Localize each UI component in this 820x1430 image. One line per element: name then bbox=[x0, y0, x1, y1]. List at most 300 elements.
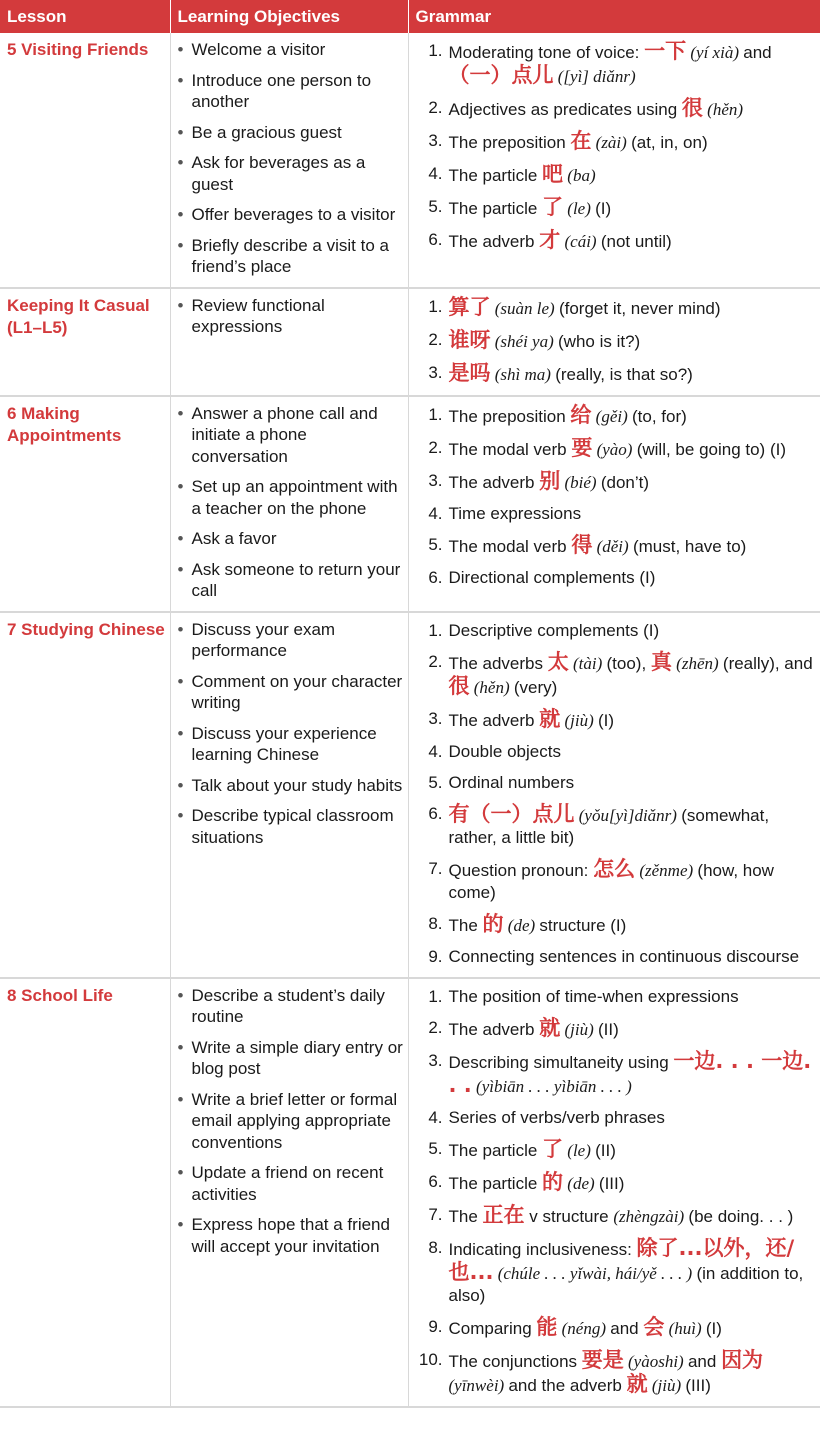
objective-text: Offer beverages to a visitor bbox=[191, 205, 396, 224]
pinyin: (yǒu[yì]diǎnr) bbox=[574, 805, 682, 825]
table-row bbox=[0, 612, 820, 978]
objective-text: Review functional expressions bbox=[191, 295, 325, 336]
pinyin: (jiù) bbox=[560, 1019, 599, 1039]
grammar-number: 5. bbox=[428, 1138, 443, 1158]
grammar-text bbox=[449, 741, 817, 763]
grammar-number: 2. bbox=[428, 651, 443, 671]
grammar-label: and the adverb bbox=[508, 1375, 627, 1395]
header-lesson: Lesson bbox=[0, 0, 170, 33]
grammar-cell bbox=[408, 612, 820, 978]
objective-item bbox=[178, 1037, 404, 1080]
grammar-number: 9. bbox=[428, 1316, 443, 1336]
objective-text: Describe a student’s daily routine bbox=[191, 985, 385, 1026]
grammar-item bbox=[417, 1237, 817, 1307]
chinese-term: 了 bbox=[542, 195, 564, 219]
lesson-title: 8 School Life bbox=[7, 985, 113, 1005]
pinyin: (shì ma) bbox=[490, 364, 556, 384]
pinyin: (hěn) bbox=[469, 677, 514, 697]
chinese-term: 就 bbox=[539, 1015, 561, 1040]
objective-text: Express hope that a friend will accept your invitation bbox=[191, 1215, 390, 1256]
grammar-item bbox=[417, 329, 817, 353]
objectives-cell bbox=[170, 612, 408, 978]
grammar-label: The adverb bbox=[448, 472, 540, 492]
grammar-label: (who is it?) bbox=[558, 331, 641, 351]
pinyin: (yào) bbox=[592, 439, 637, 459]
grammar-cell bbox=[408, 396, 820, 612]
grammar-label: and bbox=[687, 1351, 722, 1371]
grammar-text bbox=[449, 1237, 817, 1307]
grammar-item bbox=[417, 97, 817, 121]
grammar-number: 1. bbox=[428, 404, 443, 424]
grammar-text bbox=[449, 534, 817, 558]
grammar-item bbox=[417, 1017, 817, 1041]
grammar-text bbox=[449, 196, 817, 220]
grammar-label: (how, how come) bbox=[448, 860, 774, 902]
grammar-label: The particle bbox=[448, 1173, 543, 1193]
chinese-term: 的 bbox=[542, 1169, 564, 1194]
objective-text: Welcome a visitor bbox=[191, 40, 326, 59]
chinese-term: 就 bbox=[626, 1371, 648, 1396]
grammar-label: (I) bbox=[705, 1318, 722, 1338]
objective-item bbox=[178, 559, 404, 602]
objective-item bbox=[178, 671, 404, 714]
bullet-icon: • bbox=[177, 1037, 184, 1057]
grammar-number: 2. bbox=[428, 329, 443, 349]
grammar-label: (to, for) bbox=[632, 406, 687, 426]
grammar-number: 6. bbox=[428, 567, 443, 587]
chinese-term: 才 bbox=[539, 228, 561, 252]
objectives-cell bbox=[170, 288, 408, 396]
table-row bbox=[0, 33, 820, 288]
pinyin: (le) bbox=[563, 199, 596, 218]
grammar-number: 5. bbox=[428, 534, 443, 554]
pinyin: (gěi) bbox=[591, 406, 632, 426]
chinese-term: 算了 bbox=[448, 294, 491, 319]
bullet-icon: • bbox=[177, 295, 184, 315]
objective-text: Set up an appointment with a teacher on the phone bbox=[191, 477, 398, 518]
objective-text: Answer a phone call and initiate a phone conversation bbox=[191, 403, 378, 466]
grammar-text bbox=[449, 470, 817, 494]
grammar-number: 7. bbox=[428, 858, 443, 878]
bullet-icon: • bbox=[177, 619, 184, 639]
pinyin: (cái) bbox=[560, 232, 601, 251]
grammar-label: and bbox=[610, 1318, 644, 1338]
grammar-label: Double objects bbox=[448, 741, 561, 761]
bullet-icon: • bbox=[177, 806, 184, 825]
grammar-label: (very) bbox=[513, 677, 558, 697]
grammar-number: 2. bbox=[428, 1017, 443, 1037]
chinese-term: 在 bbox=[570, 129, 592, 153]
header-row bbox=[0, 0, 820, 33]
grammar-label: structure (I) bbox=[539, 915, 627, 935]
grammar-item bbox=[417, 913, 817, 937]
chinese-term: 一边. . . 一边. . . bbox=[448, 1048, 812, 1097]
objective-item bbox=[178, 39, 404, 61]
grammar-label: Descriptive complements (I) bbox=[448, 620, 660, 640]
pinyin: (de) bbox=[503, 915, 540, 935]
bullet-icon: • bbox=[177, 671, 184, 691]
grammar-text bbox=[449, 362, 817, 386]
objective-text: Be a gracious guest bbox=[191, 122, 342, 142]
lesson-title: 6 Making Appointments bbox=[7, 403, 122, 445]
grammar-number: 6. bbox=[428, 803, 443, 823]
grammar-text bbox=[449, 946, 817, 968]
grammar-item bbox=[417, 620, 817, 642]
grammar-label: The bbox=[448, 915, 483, 935]
chinese-term: 就 bbox=[539, 706, 561, 731]
chinese-term: 真 bbox=[650, 649, 672, 674]
grammar-text bbox=[449, 651, 817, 699]
objective-item bbox=[178, 152, 404, 195]
bullet-icon: • bbox=[177, 559, 184, 579]
chinese-term: 一下 bbox=[644, 39, 687, 63]
chinese-term: 的 bbox=[482, 911, 504, 936]
grammar-label: The adverbs bbox=[448, 653, 548, 673]
objective-text: Write a simple diary entry or blog post bbox=[191, 1037, 403, 1078]
grammar-item bbox=[417, 986, 817, 1008]
grammar-label: Directional complements (I) bbox=[448, 567, 656, 587]
grammar-label: The preposition bbox=[448, 406, 571, 426]
pinyin: (zhēn) bbox=[671, 653, 723, 673]
grammar-item bbox=[417, 437, 817, 461]
grammar-text bbox=[449, 229, 817, 253]
bullet-icon: • bbox=[177, 235, 184, 255]
chinese-term: 太 bbox=[547, 649, 569, 674]
chinese-term: 很 bbox=[448, 673, 470, 698]
grammar-number: 5. bbox=[428, 772, 443, 792]
grammar-label: (I) bbox=[595, 199, 612, 218]
grammar-label: The position of time-when expressions bbox=[448, 986, 739, 1006]
grammar-cell bbox=[408, 33, 820, 288]
objective-item bbox=[178, 476, 404, 519]
grammar-label: The preposition bbox=[448, 133, 571, 152]
grammar-text bbox=[449, 503, 817, 525]
grammar-number: 9. bbox=[428, 946, 443, 966]
table-row bbox=[0, 288, 820, 396]
grammar-item bbox=[417, 567, 817, 589]
objective-item bbox=[178, 70, 404, 113]
objective-item bbox=[178, 122, 404, 144]
grammar-text bbox=[449, 986, 817, 1008]
objective-item bbox=[178, 403, 404, 468]
bullet-icon: • bbox=[177, 70, 184, 90]
chinese-term: （一）点儿 bbox=[448, 63, 554, 87]
objective-item bbox=[178, 1162, 404, 1205]
bullet-icon: • bbox=[177, 40, 184, 59]
objective-item bbox=[178, 235, 404, 278]
pinyin: (de) bbox=[563, 1173, 599, 1193]
grammar-number: 1. bbox=[428, 986, 443, 1006]
lesson-cell bbox=[0, 396, 170, 612]
chinese-term: 吧 bbox=[542, 162, 564, 186]
grammar-item bbox=[417, 470, 817, 494]
objective-item bbox=[178, 619, 404, 662]
grammar-label: (at, in, on) bbox=[631, 133, 708, 152]
grammar-label: v structure bbox=[524, 1206, 614, 1226]
grammar-text bbox=[449, 858, 817, 904]
grammar-text bbox=[449, 772, 817, 794]
grammar-item bbox=[417, 858, 817, 904]
lesson-cell bbox=[0, 288, 170, 396]
chinese-term: 了 bbox=[542, 1136, 564, 1161]
grammar-label: (really), and bbox=[722, 653, 813, 673]
objective-text: Discuss your exam performance bbox=[191, 619, 336, 660]
grammar-item bbox=[417, 1349, 817, 1397]
grammar-label: The bbox=[448, 1206, 483, 1226]
grammar-label: (in addition to, also) bbox=[448, 1263, 804, 1305]
objectives-cell bbox=[170, 33, 408, 288]
grammar-text bbox=[449, 620, 817, 642]
grammar-number: 4. bbox=[428, 741, 443, 761]
pinyin: (yīnwèi) bbox=[448, 1375, 509, 1395]
chinese-term: 谁呀 bbox=[448, 327, 491, 352]
objective-item bbox=[178, 723, 404, 766]
pinyin: (chúle . . . yǐwài, hái/yě . . . ) bbox=[493, 1263, 697, 1283]
grammar-number: 3. bbox=[428, 362, 443, 382]
bullet-icon: • bbox=[177, 775, 184, 795]
chinese-term: 要是 bbox=[581, 1347, 624, 1372]
objective-text: Discuss your experience learning Chinese bbox=[191, 723, 377, 764]
grammar-item bbox=[417, 404, 817, 428]
grammar-label: (I) bbox=[598, 710, 615, 730]
chinese-term: 别 bbox=[539, 468, 561, 493]
objective-text: Update a friend on recent activities bbox=[191, 1163, 384, 1204]
objective-item bbox=[178, 775, 404, 797]
grammar-label: and bbox=[743, 43, 772, 62]
grammar-label: Series of verbs/verb phrases bbox=[448, 1107, 665, 1127]
grammar-text bbox=[449, 567, 817, 589]
bullet-icon: • bbox=[177, 403, 184, 423]
grammar-text bbox=[449, 130, 817, 154]
objectives-cell bbox=[170, 978, 408, 1407]
pinyin: (ba) bbox=[563, 166, 596, 185]
objective-item bbox=[178, 805, 404, 848]
chinese-term: 因为 bbox=[721, 1347, 764, 1372]
grammar-item bbox=[417, 651, 817, 699]
grammar-label: The modal verb bbox=[448, 439, 572, 459]
objective-text: Ask for beverages as a guest bbox=[191, 153, 366, 194]
objective-text: Ask someone to return your call bbox=[191, 559, 401, 600]
grammar-number: 8. bbox=[428, 1237, 443, 1257]
grammar-label: (not until) bbox=[600, 232, 672, 251]
lesson-cell bbox=[0, 612, 170, 978]
grammar-number: 7. bbox=[428, 1204, 443, 1224]
grammar-text bbox=[449, 40, 817, 88]
grammar-text bbox=[449, 1171, 817, 1195]
grammar-label: (will, be going to) (I) bbox=[636, 439, 786, 459]
grammar-label: Describing simultaneity using bbox=[448, 1052, 674, 1072]
chinese-term: 很 bbox=[681, 96, 703, 120]
chinese-term: 要 bbox=[571, 435, 593, 460]
table-row bbox=[0, 396, 820, 612]
pinyin: (yí xià) bbox=[686, 43, 744, 62]
grammar-number: 8. bbox=[428, 913, 443, 933]
lesson-title: 5 Visiting Friends bbox=[7, 40, 149, 59]
pinyin: (hěn) bbox=[702, 100, 744, 119]
grammar-label: (II) bbox=[595, 1140, 616, 1160]
grammar-number: 1. bbox=[428, 41, 443, 60]
objective-text: Talk about your study habits bbox=[191, 775, 403, 795]
objective-text: Describe typical classroom situations bbox=[191, 806, 394, 847]
grammar-text bbox=[449, 708, 817, 732]
grammar-label: Adjectives as predicates using bbox=[448, 100, 682, 119]
pinyin: (shéi ya) bbox=[490, 331, 559, 351]
grammar-text bbox=[449, 163, 817, 187]
objective-text: Write a brief letter or formal email applying appropriate conventions bbox=[191, 1089, 398, 1152]
grammar-number: 1. bbox=[428, 620, 443, 640]
pinyin: (bié) bbox=[560, 472, 601, 492]
grammar-number: 4. bbox=[428, 164, 443, 183]
chinese-term: 会 bbox=[643, 1314, 665, 1339]
grammar-item bbox=[417, 1138, 817, 1162]
bullet-icon: • bbox=[177, 1215, 184, 1234]
grammar-number: 2. bbox=[428, 98, 443, 117]
grammar-item bbox=[417, 196, 817, 220]
grammar-item bbox=[417, 163, 817, 187]
grammar-item bbox=[417, 229, 817, 253]
grammar-label: (don’t) bbox=[600, 472, 650, 492]
grammar-label: Indicating inclusiveness: bbox=[448, 1239, 637, 1259]
pinyin: (děi) bbox=[592, 536, 633, 556]
objective-text: Comment on your character writing bbox=[191, 671, 403, 712]
grammar-label: The particle bbox=[448, 199, 543, 218]
grammar-item bbox=[417, 503, 817, 525]
grammar-item bbox=[417, 362, 817, 386]
objective-item bbox=[178, 204, 404, 226]
pinyin: (yàoshi) bbox=[623, 1351, 688, 1371]
pinyin: (néng) bbox=[557, 1318, 611, 1338]
grammar-label: The modal verb bbox=[448, 536, 572, 556]
pinyin: (le) bbox=[563, 1140, 596, 1160]
grammar-item bbox=[417, 772, 817, 794]
pinyin: (yìbiān . . . yìbiān . . . ) bbox=[471, 1076, 632, 1096]
grammar-item bbox=[417, 708, 817, 732]
grammar-item bbox=[417, 1204, 817, 1228]
grammar-number: 4. bbox=[428, 503, 443, 523]
grammar-label: Comparing bbox=[448, 1318, 537, 1338]
grammar-number: 5. bbox=[428, 197, 443, 216]
grammar-label: The particle bbox=[448, 166, 543, 185]
grammar-label: Connecting sentences in continuous discourse bbox=[448, 946, 800, 966]
lesson-cell bbox=[0, 33, 170, 288]
grammar-text bbox=[449, 1107, 817, 1129]
chinese-term: 能 bbox=[536, 1314, 558, 1339]
grammar-item bbox=[417, 130, 817, 154]
objectives-cell bbox=[170, 396, 408, 612]
chinese-term: 是吗 bbox=[448, 360, 491, 385]
objective-item bbox=[178, 985, 404, 1028]
grammar-number: 6. bbox=[428, 230, 443, 249]
grammar-number: 3. bbox=[428, 470, 443, 490]
grammar-cell bbox=[408, 978, 820, 1407]
grammar-text bbox=[449, 329, 817, 353]
grammar-number: 3. bbox=[428, 708, 443, 728]
grammar-number: 10. bbox=[418, 1349, 443, 1369]
grammar-label: The conjunctions bbox=[448, 1351, 582, 1371]
table-body bbox=[0, 33, 820, 1407]
bullet-icon: • bbox=[177, 205, 184, 224]
chinese-term: 正在 bbox=[482, 1202, 525, 1227]
objective-text: Introduce one person to another bbox=[191, 70, 372, 111]
pinyin: (jiù) bbox=[647, 1375, 686, 1395]
grammar-label: (be doing. . . ) bbox=[688, 1206, 794, 1226]
grammar-text bbox=[449, 97, 817, 121]
grammar-item bbox=[417, 1107, 817, 1129]
grammar-item bbox=[417, 741, 817, 763]
grammar-label: (too), bbox=[606, 653, 651, 673]
grammar-label: (must, have to) bbox=[632, 536, 747, 556]
grammar-text bbox=[449, 1204, 817, 1228]
grammar-label: (III) bbox=[685, 1375, 711, 1395]
bullet-icon: • bbox=[177, 1089, 184, 1109]
objective-item bbox=[178, 295, 404, 338]
grammar-text bbox=[449, 913, 817, 937]
grammar-number: 3. bbox=[428, 1050, 443, 1070]
grammar-number: 3. bbox=[428, 131, 443, 150]
grammar-label: Moderating tone of voice: bbox=[448, 43, 645, 62]
chinese-term: 得 bbox=[571, 532, 593, 557]
grammar-text bbox=[449, 296, 817, 320]
grammar-label: The adverb bbox=[448, 232, 540, 251]
pinyin: ([yì] diǎnr) bbox=[553, 67, 636, 86]
bullet-icon: • bbox=[177, 153, 184, 172]
grammar-label: The adverb bbox=[448, 710, 540, 730]
grammar-item bbox=[417, 803, 817, 849]
header-grammar: Grammar bbox=[408, 0, 820, 33]
grammar-number: 2. bbox=[428, 437, 443, 457]
chinese-term: 有（一）点儿 bbox=[448, 801, 575, 826]
pinyin: (huì) bbox=[664, 1318, 706, 1338]
grammar-number: 6. bbox=[428, 1171, 443, 1191]
grammar-cell bbox=[408, 288, 820, 396]
objective-item bbox=[178, 1214, 404, 1257]
pinyin: (zěnme) bbox=[635, 860, 698, 880]
lesson-cell bbox=[0, 978, 170, 1407]
grammar-item bbox=[417, 1050, 817, 1098]
grammar-number: 1. bbox=[428, 296, 443, 316]
bullet-icon: • bbox=[177, 529, 184, 548]
grammar-label: Time expressions bbox=[448, 503, 582, 523]
grammar-label: Question pronoun: bbox=[448, 860, 594, 880]
grammar-number: 4. bbox=[428, 1107, 443, 1127]
grammar-text bbox=[449, 1138, 817, 1162]
grammar-item bbox=[417, 1316, 817, 1340]
grammar-text bbox=[449, 404, 817, 428]
grammar-text bbox=[449, 1316, 817, 1340]
objective-text: Ask a favor bbox=[191, 529, 277, 548]
pinyin: (tài) bbox=[568, 653, 607, 673]
pinyin: (jiù) bbox=[560, 710, 599, 730]
pinyin: (zài) bbox=[591, 133, 632, 152]
grammar-label: Ordinal numbers bbox=[448, 772, 575, 792]
chinese-term: 怎么 bbox=[593, 856, 636, 881]
lesson-title: Keeping It Casual (L1–L5) bbox=[7, 295, 150, 337]
bullet-icon: • bbox=[177, 985, 184, 1005]
grammar-text bbox=[449, 1017, 817, 1041]
chinese-term: 除了...以外，还/也... bbox=[448, 1235, 795, 1284]
grammar-text bbox=[449, 437, 817, 461]
grammar-item bbox=[417, 296, 817, 320]
grammar-label: (forget it, never mind) bbox=[558, 298, 721, 318]
grammar-label: (somewhat, rather, a little bit) bbox=[448, 805, 770, 847]
grammar-item bbox=[417, 534, 817, 558]
lesson-title: 7 Studying Chinese bbox=[7, 619, 165, 639]
pinyin: (zhèngzài) bbox=[613, 1206, 689, 1226]
header-learning-objectives: Learning Objectives bbox=[170, 0, 408, 33]
objective-text: Briefly describe a visit to a friend’s place bbox=[191, 235, 389, 276]
grammar-text bbox=[449, 803, 817, 849]
grammar-text bbox=[449, 1050, 817, 1098]
